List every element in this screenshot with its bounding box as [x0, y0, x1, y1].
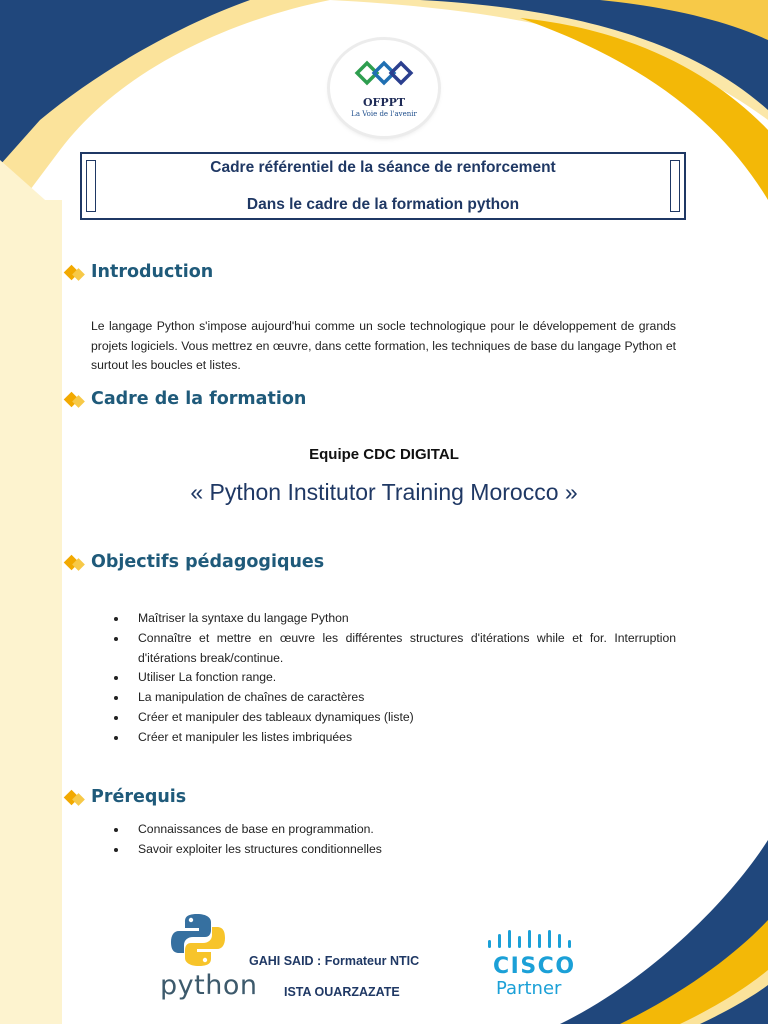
list-item: Maîtriser la syntaxe du langage Python: [114, 609, 676, 629]
list-item: Créer et manipuler des tableaux dynamiques (liste): [114, 708, 676, 728]
heading-text: Introduction: [91, 262, 214, 282]
title-banner: [80, 152, 686, 220]
list-item: Créer et manipuler les listes imbriquées: [114, 728, 676, 748]
program-title: « Python Institutor Training Morocco »: [190, 479, 578, 505]
introduction-paragraph: Le langage Python s'impose aujourd'hui comme un socle technologique pour le développement de grands projets logiciels. Vous mettrez en œuvre, dans cette formation, les techniques de base du langage Python et surtout les boucles et listes.: [91, 319, 676, 372]
list-item: La manipulation de chaînes de caractères: [114, 688, 676, 708]
logo-tagline: La Voie de l'avenir: [351, 110, 417, 118]
list-item: Connaissances de base en programmation.: [114, 820, 676, 840]
cisco-partner-text: Partner: [496, 978, 562, 999]
cisco-logo-text: CISCO: [493, 954, 576, 979]
ofppt-emblem-icon: [354, 60, 414, 94]
objectives-list: [114, 609, 676, 748]
heading-text: Objectifs pédagogiques: [91, 552, 325, 572]
list-item: Savoir exploiter les structures conditionnelles: [114, 840, 676, 860]
banner-title: Cadre référentiel de la séance de renforcement: [210, 159, 556, 176]
logo-name: OFPPT: [362, 96, 406, 109]
heading-text: Cadre de la formation: [91, 389, 307, 409]
ofppt-logo: [330, 40, 438, 136]
list-item: Connaître et mettre en œuvre les différentes structures d'itérations while et for. Interruption d'itérations break/continue.: [114, 629, 676, 669]
trainer-name: GAHI SAID : Formateur NTIC: [249, 954, 420, 968]
institution-name: ISTA OUARZAZATE: [284, 985, 400, 999]
team-name: Equipe CDC DIGITAL: [309, 446, 459, 463]
list-item: Utiliser La fonction range.: [114, 668, 676, 688]
banner-subtitle: Dans le cadre de la formation python: [246, 196, 520, 213]
python-logo-icon: [171, 912, 225, 968]
heading-text: Prérequis: [91, 787, 187, 807]
prerequisites-list: [114, 820, 676, 860]
cisco-bars-icon: [486, 928, 578, 952]
python-logo-text: python: [160, 970, 258, 1001]
